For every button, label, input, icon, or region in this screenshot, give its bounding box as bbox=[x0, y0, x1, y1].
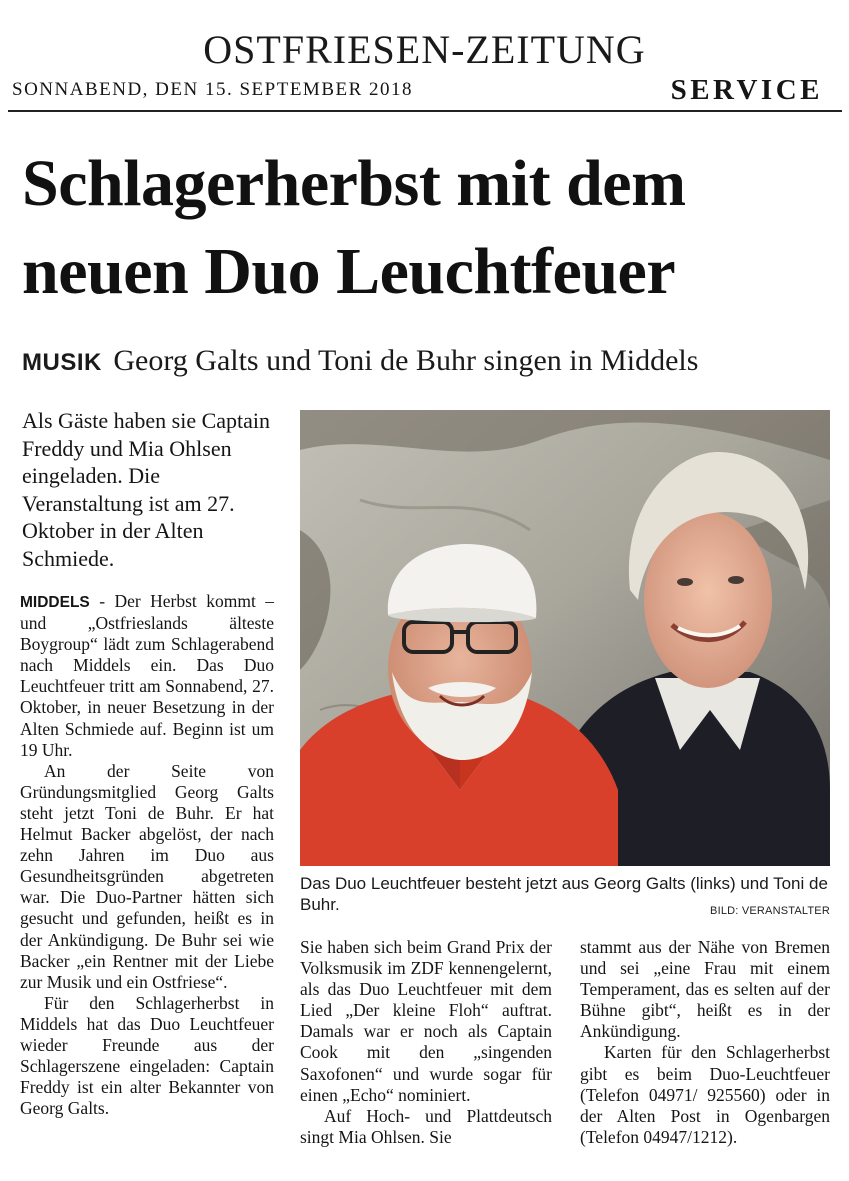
photo-image bbox=[300, 410, 830, 866]
article-column-3 bbox=[580, 937, 830, 1148]
masthead: OSTFRIESEN-ZEITUNG bbox=[203, 27, 646, 72]
photo-credit: BILD: VERANSTALTER bbox=[710, 905, 830, 917]
paragraph: Sie haben sich beim Grand Prix der Volksmusik im ZDF kennengelernt, als das Duo Leuchtfeuer mit dem Lied „Der kleine Floh“ auftrat. Damals war er noch als Captain Cook mit den „singenden Saxofonen“ und wurde sogar für einen „Echo“ nominiert. bbox=[300, 937, 552, 1105]
paragraph bbox=[20, 591, 274, 761]
subheadline bbox=[22, 341, 832, 383]
section-label: SERVICE bbox=[670, 74, 823, 106]
subheadline-text: Georg Galts und Toni de Buhr singen in Middels bbox=[113, 344, 699, 377]
paragraph: Für den Schlagerherbst in Middels hat das Duo Leuchtfeuer wieder Freunde aus der Schlagerszene eingeladen: Captain Freddy ist ein alter Bekannter von Georg Galts. bbox=[20, 992, 274, 1119]
headline bbox=[22, 140, 832, 316]
paragraph: An der Seite von Gründungsmitglied Georg Galts steht jetzt Toni de Buhr. Er hat Helmut Backer abgelöst, der nach zehn Jahren im Duo aus Gesundheitsgründen abgetreten war. Die Duo-Partner hätten sich gesucht und gefunden, heißt es in der Ankündigung. De Buhr sei wie Backer „ein Rentner mit der Liebe zur Musik und ein Ostfriese“. bbox=[20, 760, 274, 992]
headline-line-2: neuen Duo Leuchtfeuer bbox=[22, 235, 676, 308]
article-column-1 bbox=[20, 591, 274, 1119]
lead-paragraph: Als Gäste haben sie Captain Freddy und Mia Ohlsen eingeladen. Die Veranstaltung ist am 27. Oktober in der Alten Schmiede. bbox=[22, 408, 271, 571]
photo-caption: Das Duo Leuchtfeuer besteht jetzt aus Georg Galts (links) und Toni de Buhr. bbox=[300, 874, 828, 914]
article-photo bbox=[300, 410, 830, 866]
headline-line-1: Schlagerherbst mit dem bbox=[22, 147, 686, 220]
kicker: MUSIK bbox=[22, 349, 102, 376]
paragraph-text: - Der Herbst kommt – und „Ostfrieslands älteste Boygroup“ lädt zum Schlagerabend nach Middels ein. Das Duo Leuchtfeuer tritt am Sonnabend, 27. Oktober, in neuer Besetzung in der Alten Schmiede auf. Beginn ist um 19 Uhr. bbox=[20, 591, 274, 760]
header-rule bbox=[8, 110, 842, 112]
article-dateline: MIDDELS bbox=[20, 594, 90, 611]
dateline-date: SONNABEND, DEN 15. SEPTEMBER 2018 bbox=[12, 79, 414, 100]
paragraph: Karten für den Schlagerherbst gibt es beim Duo-Leuchtfeuer (Telefon 04971/ 925560) oder in der Alten Post in Ogenbargen (Telefon 04947/1212). bbox=[580, 1042, 830, 1147]
paragraph: Auf Hoch- und Plattdeutsch singt Mia Ohlsen. Sie bbox=[300, 1105, 552, 1147]
article-column-2 bbox=[300, 937, 552, 1148]
paragraph: stammt aus der Nähe von Bremen und sei „eine Frau mit einem Temperament, das es selten auf der Bühne gibt“, heißt es in der Ankündigung. bbox=[580, 937, 830, 1042]
